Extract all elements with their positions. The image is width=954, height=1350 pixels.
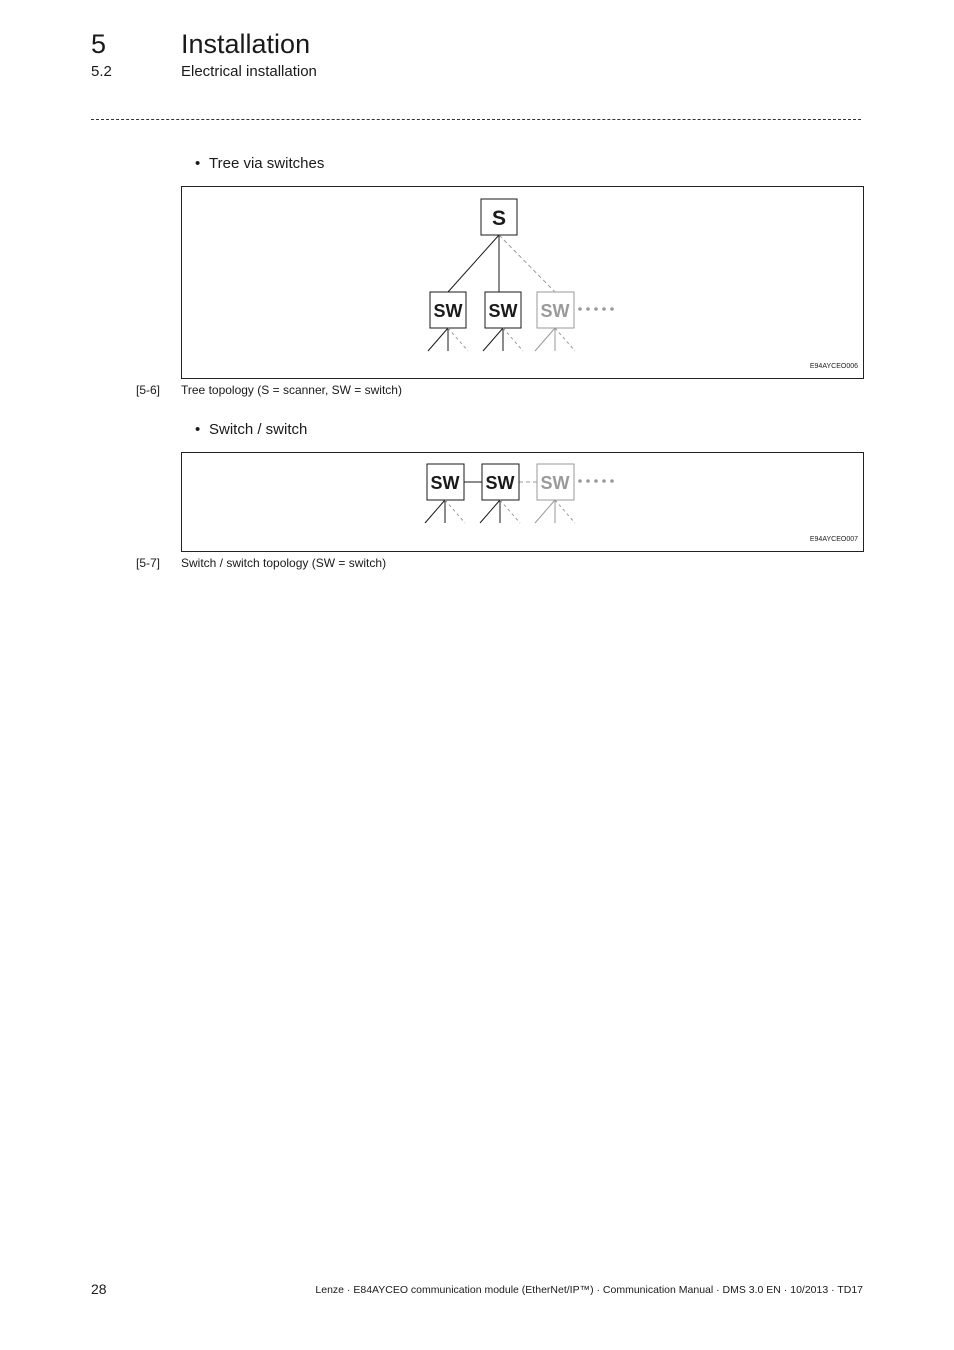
switch-label-3: SW [540,301,570,321]
figure-tree-topology [181,186,864,379]
bullet-switch-switch [195,420,307,440]
caption-number: [5-6] [136,383,161,397]
switch-1-ports [425,500,465,523]
header-divider [91,119,861,120]
bullet-dot: • [195,155,201,172]
figure-switch-topology [181,452,864,552]
link-scanner-switch-3 [499,235,555,292]
section-title: Electrical installation [181,63,317,80]
switch-2-ports [483,328,523,351]
switch-label-2: SW [485,473,515,493]
figure-code: E94AYCEO006 [809,363,858,370]
switch-1-ports [428,328,468,351]
caption-number: [5-7] [136,556,161,570]
section-number: 5.2 [91,63,112,80]
chapter-number: 5 [91,29,107,59]
switch-label-1: SW [430,473,460,493]
chapter-title: Installation [181,29,311,59]
page-number: 28 [91,1281,107,1297]
figure-code: E94AYCEO007 [809,536,858,543]
footer-document-info: Lenze · E84AYCEO communication module (EtherNet/IP™) · Communication Manual · DMS 3.0 EN · 10/2013 · TD17 [315,1284,863,1296]
caption-text: Switch / switch topology (SW = switch) [181,556,387,570]
switch-label-2: SW [488,301,518,321]
switch-2-ports [480,500,520,523]
bullet-text: Switch / switch [209,421,308,438]
link-scanner-switch-1 [448,235,499,292]
switch-topology-diagram [182,453,863,551]
bullet-text: Tree via switches [209,155,325,172]
switch-label-1: SW [433,301,463,321]
bullet-tree-via-switches [195,154,324,174]
switch-3-ports [535,500,575,523]
switch-label-3: SW [540,473,570,493]
switch-3-ports [535,328,575,351]
continuation-dots [578,479,614,483]
tree-topology-diagram [182,187,863,378]
continuation-dots [578,307,614,311]
scanner-label: S [491,207,507,230]
caption-text: Tree topology (S = scanner, SW = switch) [181,383,402,397]
bullet-dot: • [195,421,201,438]
